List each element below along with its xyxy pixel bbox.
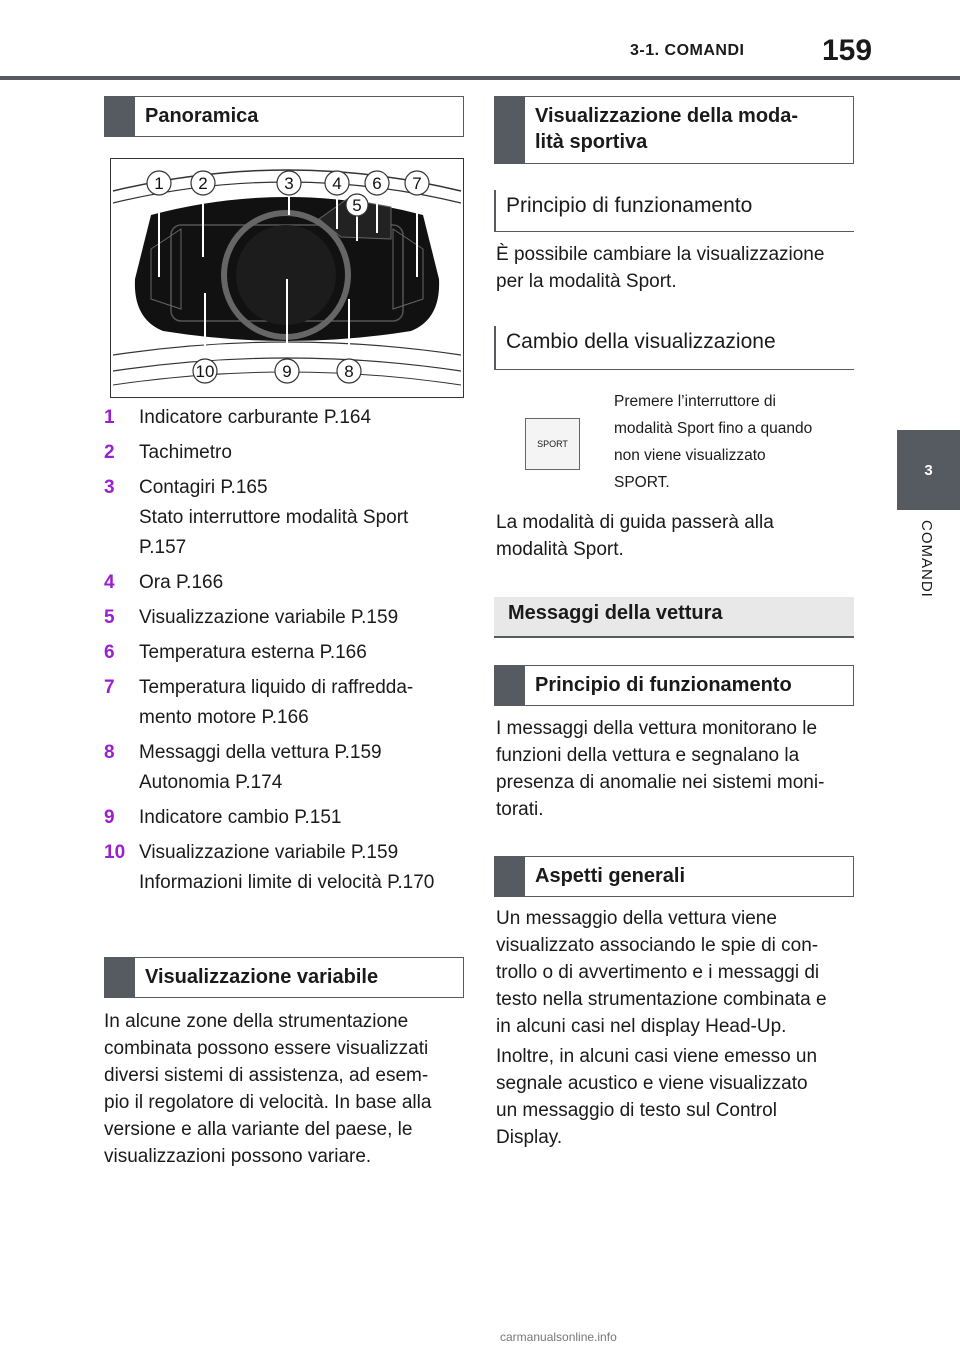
list-item: 3 Contagiri P.165 Stato interruttore modalità Sport P.157 [104, 477, 409, 558]
vehicle-messages-heading: Messaggi della vettura [494, 597, 854, 638]
list-item: 5 Visualizzazione variabile P.159 [104, 607, 399, 628]
callout-10-label: 10 [195, 362, 215, 381]
list-item: 1 Indicatore carburante P.164 [104, 407, 372, 428]
chapter-tab: 3 [897, 430, 960, 510]
sport-button-icon: SPORT [525, 418, 580, 470]
callout-4-label: 4 [332, 174, 342, 193]
list-item: 2 Tachimetro [104, 442, 232, 463]
list-item: 8 Messaggi della vettura P.159 Autonomia P.174 [104, 742, 382, 793]
chapter-label: COMANDI [918, 520, 935, 598]
callout-8-label: 8 [344, 362, 354, 381]
callout-6-label: 6 [372, 174, 382, 193]
callout-7-label: 7 [412, 174, 422, 193]
callout-2-label: 2 [198, 174, 208, 193]
instrument-cluster-figure [110, 158, 464, 398]
principle-heading-2: Principio di funzionamento [494, 665, 854, 706]
list-item: 10 Visualizzazione variabile P.159 Informazioni limite di velocità P.170 [104, 842, 435, 893]
general-aspects-text-2: Inoltre, in alcuni casi viene emesso un segnale acustico e viene visualizzato un messaggio di testo sul Control Display. [496, 1046, 818, 1148]
general-aspects-heading: Aspetti generali [494, 856, 854, 897]
watermark: carmanualsonline.info [500, 1330, 617, 1344]
callout-5-label: 5 [352, 196, 362, 215]
list-item: 9 Indicatore cambio P.151 [104, 807, 342, 828]
variable-display-text: In alcune zone della strumentazione combinata possono essere visualizzati diversi sistemi di assistenza, ad esem- pio il regolatore di velocità. In base alla versione e alla variante del paese, le visualizzazioni possono variare. [104, 1011, 432, 1167]
list-item: 4 Ora P.166 [104, 572, 224, 593]
principle-text-2: I messaggi della vettura monitorano le funzioni della vettura e segnalano la presenza di anomalie nei sistemi moni- torati. [496, 718, 825, 820]
page-number: 159 [822, 34, 873, 67]
principle-text-1: È possibile cambiare la visualizzazione per la modalità Sport. [496, 244, 825, 292]
section-title: 3-1. COMANDI [630, 42, 745, 59]
callout-9-label: 9 [282, 362, 292, 381]
callout-1-label: 1 [154, 174, 164, 193]
mode-change-text: La modalità di guida passerà alla modalità Sport. [496, 512, 774, 560]
panoramica-heading: Panoramica [104, 96, 464, 137]
change-display-subheading: Cambio della visualizzazione [494, 326, 854, 370]
list-item: 7 Temperatura liquido di raffredda- mento motore P.166 [104, 677, 414, 728]
list-item: 6 Temperatura esterna P.166 [104, 642, 367, 663]
callout-3-label: 3 [284, 174, 294, 193]
principle-subheading-1: Principio di funzionamento [494, 190, 854, 232]
cluster-drawing [111, 159, 463, 397]
general-aspects-text-1: Un messaggio della vettura viene visualizzato associando le spie di con- trollo o di avvertimento e i messaggi di testo nella strumentazione combinata e in alcuni casi nel display Head-Up. [496, 908, 827, 1037]
variable-display-heading: Visualizzazione variabile [104, 957, 464, 998]
sport-display-heading: Visualizzazione della moda- lità sportiva [494, 96, 854, 164]
legend-list [104, 403, 464, 903]
header-rule [0, 76, 960, 80]
sport-instruction: Premere l’interruttore di modalità Sport fino a quando non viene visualizzato SPORT. [614, 393, 813, 491]
